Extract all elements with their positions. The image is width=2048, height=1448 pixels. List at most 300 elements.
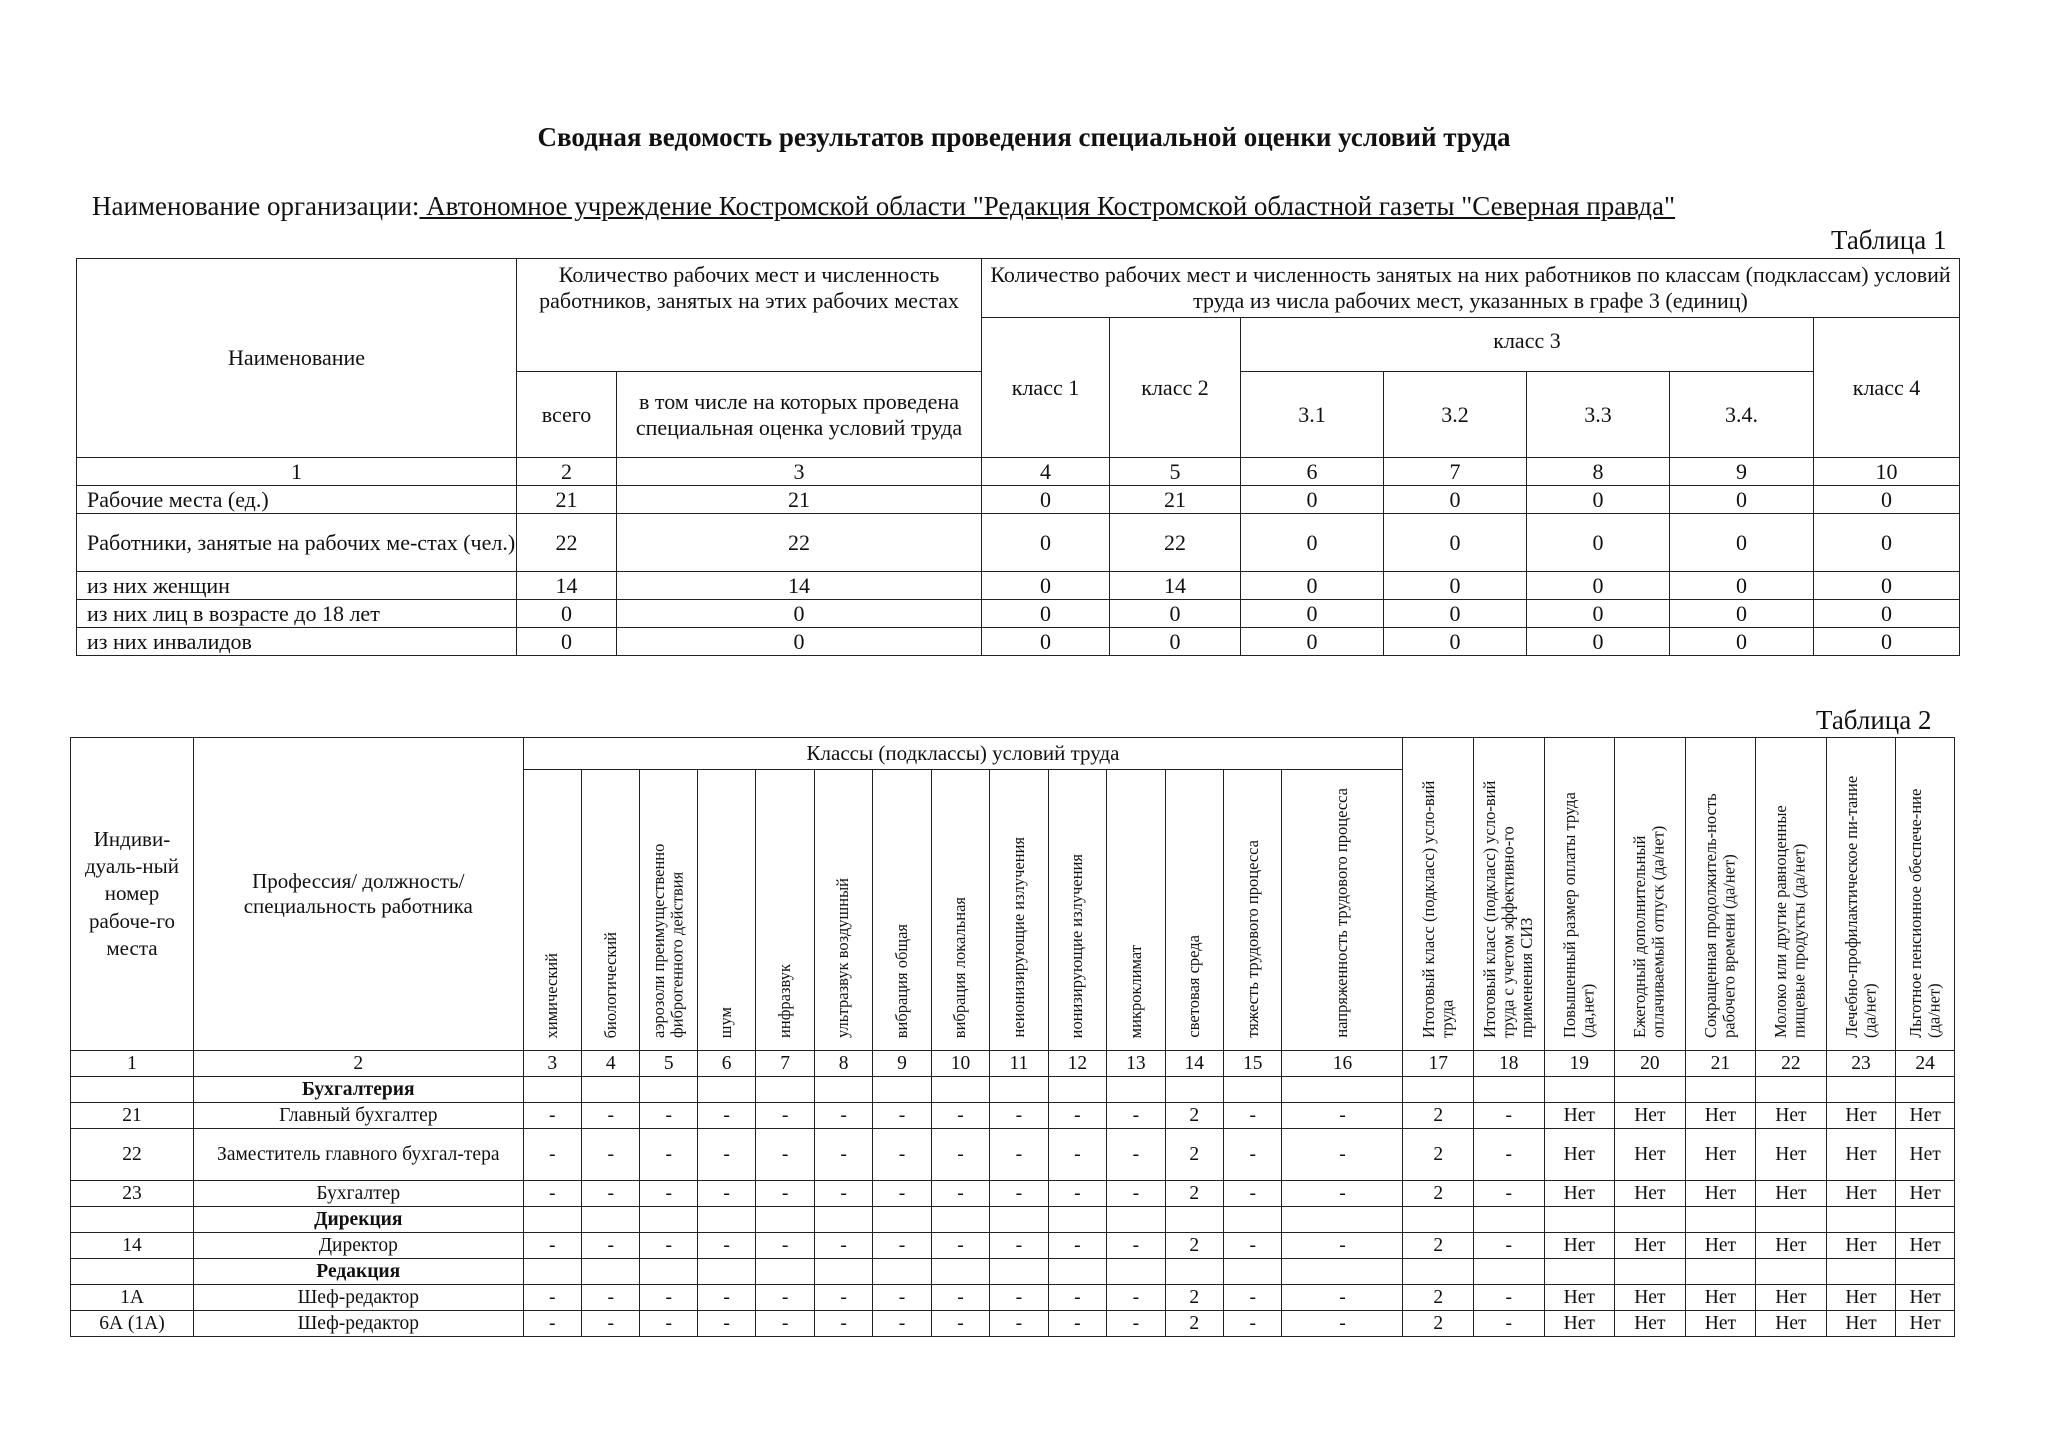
t2-header-factor-text: микроклимат: [1125, 944, 1145, 1038]
t2-cell: -: [1224, 1129, 1282, 1181]
t2-cell: -: [640, 1233, 697, 1259]
t2-colnum: 22: [1756, 1051, 1827, 1077]
t2-colnum: 20: [1615, 1051, 1686, 1077]
t2-empty-cell: [1615, 1207, 1686, 1233]
t2-cell: Нет: [1615, 1311, 1686, 1337]
t2-colnum: 10: [931, 1051, 989, 1077]
t1-cell: 0: [1241, 600, 1384, 628]
t2-empty-cell: [931, 1259, 989, 1285]
t2-cell: -: [697, 1311, 755, 1337]
t2-header-factor: [1165, 770, 1223, 1051]
t1-cell: 0: [1670, 514, 1814, 572]
t1-cell: 21: [617, 486, 982, 514]
t2-header-factor: [1282, 770, 1403, 1051]
t2-cell: -: [1107, 1129, 1165, 1181]
t2-empty-cell: [1544, 1077, 1615, 1103]
t2-empty-cell: [1403, 1207, 1474, 1233]
t2-empty-cell: [1403, 1077, 1474, 1103]
t2-header-factor-text: неионизирующие излучения: [1008, 837, 1028, 1038]
t2-cell: Нет: [1544, 1311, 1615, 1337]
t2-empty-cell: [1896, 1259, 1955, 1285]
t2-cell: Нет: [1685, 1311, 1756, 1337]
t2-cell: -: [640, 1129, 697, 1181]
t2-colnum: 21: [1685, 1051, 1756, 1077]
t2-empty-cell: [1544, 1207, 1615, 1233]
t2-cell: -: [931, 1129, 989, 1181]
t1-cell: 0: [982, 572, 1110, 600]
t2-cell: -: [1282, 1181, 1403, 1207]
t1-cell: 0: [1384, 628, 1527, 656]
t1-cell: 0: [1384, 486, 1527, 514]
t2-cell: Нет: [1826, 1129, 1896, 1181]
t2-header-pension-text: Льготное пенсионное обеспече-ние (да/нет): [1905, 788, 1944, 1038]
t2-header-final-class-siz-text: Итоговый класс (подкласс) усло-вий труда с учетом эффективно-го применения СИЗ: [1480, 780, 1536, 1038]
t2-job-row: [71, 1233, 1955, 1259]
t1-cell: 0: [517, 628, 617, 656]
t2-empty-cell: [1473, 1077, 1544, 1103]
t2-empty-cell: [71, 1259, 194, 1285]
t2-cell: -: [1048, 1285, 1106, 1311]
t2-empty-cell: [1615, 1077, 1686, 1103]
t2-header-preventive-food-text: Лечебно-профилактическое пи-тание (да/нет): [1841, 775, 1879, 1038]
t2-colnum: 8: [814, 1051, 872, 1077]
t2-empty-cell: [1165, 1077, 1223, 1103]
t2-colnum: 3: [523, 1051, 581, 1077]
t2-empty-cell: [1756, 1077, 1827, 1103]
t2-cell: Нет: [1685, 1285, 1756, 1311]
t2-cell: -: [814, 1103, 872, 1129]
t1-colnum: 3: [617, 458, 982, 486]
t1-row: [77, 572, 1960, 600]
t2-cell: -: [756, 1233, 814, 1259]
t2-cell: Нет: [1544, 1233, 1615, 1259]
t2-empty-cell: [873, 1259, 931, 1285]
t2-job-row: [71, 1285, 1955, 1311]
t2-header-higher-pay: [1544, 738, 1615, 1051]
t2-cell: -: [814, 1233, 872, 1259]
t2-header-factor: [582, 770, 640, 1051]
t2-colnum: 7: [756, 1051, 814, 1077]
t2-cell: Нет: [1826, 1181, 1896, 1207]
t1-header-sub-3-3: 3.3: [1527, 372, 1670, 458]
t2-empty-cell: [640, 1259, 697, 1285]
t2-empty-cell: [814, 1207, 872, 1233]
t2-empty-cell: [1685, 1207, 1756, 1233]
t2-cell: -: [1473, 1311, 1544, 1337]
t2-empty-cell: [1473, 1207, 1544, 1233]
t2-header-id: Индиви-дуаль-ный номер рабоче-го места: [71, 738, 194, 1051]
t2-header-factor: [756, 770, 814, 1051]
t2-empty-cell: [873, 1077, 931, 1103]
t2-department-name: Дирекция: [193, 1207, 523, 1233]
t1-cell: 0: [1670, 486, 1814, 514]
t2-cell: -: [931, 1311, 989, 1337]
t2-empty-cell: [1826, 1259, 1896, 1285]
t2-workplace-id: 6А (1А): [71, 1311, 194, 1337]
t2-department-row: [71, 1207, 1955, 1233]
t2-colnum: 11: [990, 1051, 1048, 1077]
t2-empty-cell: [1107, 1259, 1165, 1285]
t2-cell: -: [582, 1233, 640, 1259]
t1-row: [77, 486, 1960, 514]
t2-empty-cell: [1165, 1207, 1223, 1233]
t1-cell: 0: [1241, 628, 1384, 656]
t2-header-pension: [1896, 738, 1955, 1051]
t2-cell: -: [523, 1311, 581, 1337]
t2-header-factor-text: биологический: [600, 931, 620, 1038]
t2-cell: -: [697, 1285, 755, 1311]
t2-cell: -: [582, 1103, 640, 1129]
t2-cell: -: [640, 1311, 697, 1337]
t2-cell: -: [640, 1103, 697, 1129]
t2-cell: -: [697, 1129, 755, 1181]
t2-cell: Нет: [1544, 1181, 1615, 1207]
t2-cell: 2: [1165, 1103, 1223, 1129]
t2-empty-cell: [697, 1207, 755, 1233]
t1-header-assessed: в том числе на которых проведена специальная оценка условий труда: [617, 372, 982, 458]
t2-cell: -: [873, 1311, 931, 1337]
t1-row-label: из них лиц в возрасте до 18 лет: [77, 600, 517, 628]
t2-empty-cell: [1826, 1207, 1896, 1233]
t2-empty-cell: [640, 1207, 697, 1233]
t2-cell: -: [1107, 1103, 1165, 1129]
t2-header-final-class-text: Итоговый класс (подкласс) усло-вий труда: [1418, 780, 1457, 1038]
t2-colnum-row: [71, 1051, 1955, 1077]
t1-header-name: Наименование: [77, 259, 517, 458]
t2-header-factor-text: вибрация общая: [891, 923, 911, 1038]
t2-colnum: 23: [1826, 1051, 1896, 1077]
t2-empty-cell: [1756, 1259, 1827, 1285]
t2-empty-cell: [1048, 1207, 1106, 1233]
t1-row: [77, 628, 1960, 656]
t2-cell: -: [1282, 1233, 1403, 1259]
t2-colnum: 17: [1403, 1051, 1474, 1077]
t2-colnum: 18: [1473, 1051, 1544, 1077]
t2-cell: Нет: [1826, 1285, 1896, 1311]
t2-job-title: Бухгалтер: [193, 1181, 523, 1207]
t2-header-factor-text: световая среда: [1184, 935, 1204, 1038]
t1-row-label: из них женщин: [77, 572, 517, 600]
t2-empty-cell: [697, 1259, 755, 1285]
t2-cell: -: [523, 1103, 581, 1129]
t2-cell: -: [1224, 1103, 1282, 1129]
t1-cell: 0: [1527, 514, 1670, 572]
t2-header-milk-text: Молоко или другие равноценные пищевые продукты (да/нет): [1771, 805, 1809, 1038]
t2-cell: -: [931, 1285, 989, 1311]
t2-empty-cell: [1282, 1207, 1403, 1233]
t2-header-factor-text: шум: [716, 1006, 736, 1038]
t1-cell: 0: [982, 514, 1110, 572]
t1-cell: 0: [1241, 486, 1384, 514]
t1-cell: 0: [1384, 600, 1527, 628]
t2-cell: -: [756, 1311, 814, 1337]
t2-empty-cell: [71, 1077, 194, 1103]
t1-cell: 0: [1814, 600, 1960, 628]
t2-empty-cell: [756, 1207, 814, 1233]
t1-cell: 22: [1110, 514, 1241, 572]
t2-header-factor: [1048, 770, 1106, 1051]
t2-cell: -: [523, 1181, 581, 1207]
t2-empty-cell: [523, 1207, 581, 1233]
t2-colnum: 24: [1896, 1051, 1955, 1077]
t1-header-sub-3-1: 3.1: [1241, 372, 1384, 458]
t1-colnum: 8: [1527, 458, 1670, 486]
t2-empty-cell: [582, 1207, 640, 1233]
t2-cell: -: [873, 1129, 931, 1181]
t2-cell: Нет: [1615, 1103, 1686, 1129]
t2-empty-cell: [1615, 1259, 1686, 1285]
t2-empty-cell: [931, 1207, 989, 1233]
t1-cell: 0: [1814, 628, 1960, 656]
t2-department-name: Бухгалтерия: [193, 1077, 523, 1103]
t2-cell: -: [873, 1103, 931, 1129]
t2-cell: Нет: [1615, 1181, 1686, 1207]
t2-cell: -: [1473, 1103, 1544, 1129]
t2-cell: -: [1048, 1233, 1106, 1259]
t2-cell: Нет: [1685, 1103, 1756, 1129]
t2-empty-cell: [523, 1077, 581, 1103]
t2-cell: Нет: [1756, 1103, 1827, 1129]
t1-cell: 21: [517, 486, 617, 514]
t1-header-sub-3-2: 3.2: [1384, 372, 1527, 458]
organization-name: Автономное учреждение Костромской области "Редакция Костромской областной газеты "Северная правда": [419, 191, 1676, 221]
t2-body: [71, 1077, 1955, 1337]
t2-empty-cell: [1282, 1259, 1403, 1285]
t2-cell: Нет: [1896, 1103, 1955, 1129]
t1-header-class1: класс 1: [982, 318, 1110, 458]
t2-cell: 2: [1403, 1285, 1474, 1311]
t2-colnum: 19: [1544, 1051, 1615, 1077]
t1-colnum: 6: [1241, 458, 1384, 486]
t1-cell: 0: [1814, 486, 1960, 514]
t2-header-factor: [1224, 770, 1282, 1051]
t2-empty-cell: [990, 1259, 1048, 1285]
t2-job-title: Директор: [193, 1233, 523, 1259]
t2-colnum: 13: [1107, 1051, 1165, 1077]
t2-cell: -: [931, 1103, 989, 1129]
t2-empty-cell: [1896, 1207, 1955, 1233]
t2-cell: 2: [1165, 1311, 1223, 1337]
table1-caption: Таблица 1: [1831, 225, 1947, 255]
t1-cell: 0: [1527, 600, 1670, 628]
t2-header-extra-leave-text: Ежегодный дополнительный оплачиваемый отпуск (да/нет): [1630, 825, 1668, 1038]
t2-header-final-class-siz: [1473, 738, 1544, 1051]
t1-row-label: Работники, занятые на рабочих ме-стах (чел.): [77, 514, 517, 572]
t2-header-classes: Классы (подклассы) условий труда: [523, 738, 1403, 770]
t2-cell: -: [1473, 1233, 1544, 1259]
t1-cell: 0: [1670, 572, 1814, 600]
t1-cell: 0: [1527, 572, 1670, 600]
t1-header-total: всего: [517, 372, 617, 458]
t1-colnum: 5: [1110, 458, 1241, 486]
t2-empty-cell: [1048, 1259, 1106, 1285]
t2-colnum: 6: [697, 1051, 755, 1077]
t2-job-title: Заместитель главного бухгал-тера: [193, 1129, 523, 1181]
t2-cell: -: [814, 1285, 872, 1311]
t2-cell: Нет: [1756, 1311, 1827, 1337]
t2-job-title: Главный бухгалтер: [193, 1103, 523, 1129]
t2-cell: -: [1224, 1181, 1282, 1207]
t2-header-factor: [814, 770, 872, 1051]
t2-job-title: Шеф-редактор: [193, 1285, 523, 1311]
t2-header-factor: [640, 770, 697, 1051]
t2-cell: Нет: [1544, 1129, 1615, 1181]
t2-cell: -: [873, 1285, 931, 1311]
t2-cell: -: [756, 1103, 814, 1129]
t2-cell: -: [814, 1181, 872, 1207]
document-title: Сводная ведомость результатов проведения специальной оценки условий труда: [537, 122, 1511, 152]
t2-cell: -: [1107, 1285, 1165, 1311]
t1-cell: 0: [1814, 572, 1960, 600]
t2-cell: 2: [1165, 1181, 1223, 1207]
t2-cell: 2: [1403, 1233, 1474, 1259]
t1-colnum: 2: [517, 458, 617, 486]
t2-cell: -: [1473, 1129, 1544, 1181]
t2-cell: 2: [1403, 1103, 1474, 1129]
t2-cell: Нет: [1756, 1285, 1827, 1311]
t2-empty-cell: [1107, 1077, 1165, 1103]
t2-cell: -: [990, 1285, 1048, 1311]
t2-header-factor-text: ионизирующие излучения: [1067, 853, 1087, 1038]
t2-empty-cell: [1165, 1259, 1223, 1285]
t2-cell: -: [1107, 1311, 1165, 1337]
t2-cell: -: [873, 1233, 931, 1259]
t2-cell: -: [697, 1103, 755, 1129]
t2-cell: -: [990, 1129, 1048, 1181]
t2-cell: Нет: [1756, 1129, 1827, 1181]
t1-cell: 0: [1670, 628, 1814, 656]
t2-header-factor: [990, 770, 1048, 1051]
t2-cell: -: [873, 1181, 931, 1207]
t2-cell: Нет: [1826, 1311, 1896, 1337]
t2-cell: -: [756, 1129, 814, 1181]
t2-header-factor-text: тяжесть трудового процесса: [1242, 840, 1262, 1038]
t2-cell: -: [697, 1181, 755, 1207]
t2-empty-cell: [1756, 1207, 1827, 1233]
t1-cell: 0: [1527, 628, 1670, 656]
t2-workplace-id: 23: [71, 1181, 194, 1207]
t2-empty-cell: [756, 1259, 814, 1285]
t2-header-preventive-food: [1826, 738, 1896, 1051]
t2-cell: -: [990, 1103, 1048, 1129]
t2-cell: -: [931, 1181, 989, 1207]
t2-cell: 2: [1165, 1285, 1223, 1311]
t2-cell: -: [640, 1285, 697, 1311]
t1-cell: 0: [982, 486, 1110, 514]
t1-cell: 0: [1384, 572, 1527, 600]
t1-row-label: из них инвалидов: [77, 628, 517, 656]
t2-department-row: [71, 1077, 1955, 1103]
t2-empty-cell: [523, 1259, 581, 1285]
t2-job-row: [71, 1103, 1955, 1129]
t2-cell: Нет: [1615, 1233, 1686, 1259]
organization-line: [92, 191, 1675, 222]
t2-cell: -: [1224, 1311, 1282, 1337]
t2-cell: -: [990, 1311, 1048, 1337]
t2-workplace-id: 14: [71, 1233, 194, 1259]
t2-colnum: 5: [640, 1051, 697, 1077]
t2-colnum: 4: [582, 1051, 640, 1077]
t2-empty-cell: [814, 1077, 872, 1103]
t2-cell: -: [523, 1285, 581, 1311]
t2-empty-cell: [1224, 1207, 1282, 1233]
t2-header-factor-text: химический: [542, 952, 562, 1038]
t1-colnum: 4: [982, 458, 1110, 486]
t2-cell: Нет: [1826, 1103, 1896, 1129]
t2-workplace-id: 21: [71, 1103, 194, 1129]
t2-cell: -: [990, 1181, 1048, 1207]
t1-cell: 0: [1110, 600, 1241, 628]
t1-body: [77, 486, 1960, 656]
t2-cell: Нет: [1826, 1233, 1896, 1259]
t2-header-extra-leave: [1615, 738, 1686, 1051]
t2-cell: -: [582, 1129, 640, 1181]
t1-header-sub-3-4: 3.4.: [1670, 372, 1814, 458]
t1-row: [77, 600, 1960, 628]
t2-cell: -: [582, 1311, 640, 1337]
t2-empty-cell: [756, 1077, 814, 1103]
t2-workplace-id: 22: [71, 1129, 194, 1181]
t2-empty-cell: [1896, 1077, 1955, 1103]
t2-header-factor-text: аэрозоли преимущественно фиброгенного действия: [649, 843, 687, 1038]
t2-cell: -: [756, 1285, 814, 1311]
t2-header-profession: Профессия/ должность/ специальность работника: [193, 738, 523, 1051]
t2-empty-cell: [640, 1077, 697, 1103]
t2-cell: -: [1048, 1103, 1106, 1129]
t2-cell: -: [814, 1311, 872, 1337]
t1-header-class3: класс 3: [1241, 318, 1814, 372]
t2-empty-cell: [582, 1077, 640, 1103]
t2-cell: Нет: [1756, 1181, 1827, 1207]
t2-job-row: [71, 1311, 1955, 1337]
t1-cell: 0: [1814, 514, 1960, 572]
t2-cell: -: [931, 1233, 989, 1259]
t2-cell: Нет: [1896, 1311, 1955, 1337]
t1-cell: 21: [1110, 486, 1241, 514]
t1-colnum: 9: [1670, 458, 1814, 486]
t1-cell: 0: [1527, 486, 1670, 514]
t2-header-factor-text: вибрация локальная: [950, 896, 970, 1038]
t1-cell: 0: [982, 600, 1110, 628]
t2-department-row: [71, 1259, 1955, 1285]
t2-header-factor: [523, 770, 581, 1051]
table1-summary: [76, 258, 1960, 656]
t2-cell: Нет: [1685, 1181, 1756, 1207]
t1-cell: 0: [1241, 572, 1384, 600]
t2-empty-cell: [1224, 1077, 1282, 1103]
table2-caption: Таблица 2: [1816, 705, 1932, 735]
t2-job-row: [71, 1181, 1955, 1207]
t2-empty-cell: [697, 1077, 755, 1103]
t2-cell: -: [523, 1233, 581, 1259]
t2-empty-cell: [1544, 1259, 1615, 1285]
t2-cell: 2: [1165, 1233, 1223, 1259]
t1-colnum: 1: [77, 458, 517, 486]
t2-cell: Нет: [1685, 1129, 1756, 1181]
t1-colnum: 7: [1384, 458, 1527, 486]
t2-cell: -: [1048, 1181, 1106, 1207]
t2-cell: -: [1282, 1103, 1403, 1129]
t2-empty-cell: [1685, 1259, 1756, 1285]
t2-cell: -: [1282, 1285, 1403, 1311]
t2-cell: -: [756, 1181, 814, 1207]
t2-cell: -: [990, 1233, 1048, 1259]
t1-row: [77, 514, 1960, 572]
t2-job-row: [71, 1129, 1955, 1181]
t2-job-title: Шеф-редактор: [193, 1311, 523, 1337]
t2-cell: Нет: [1615, 1129, 1686, 1181]
t1-colnum-row: [77, 458, 1960, 486]
